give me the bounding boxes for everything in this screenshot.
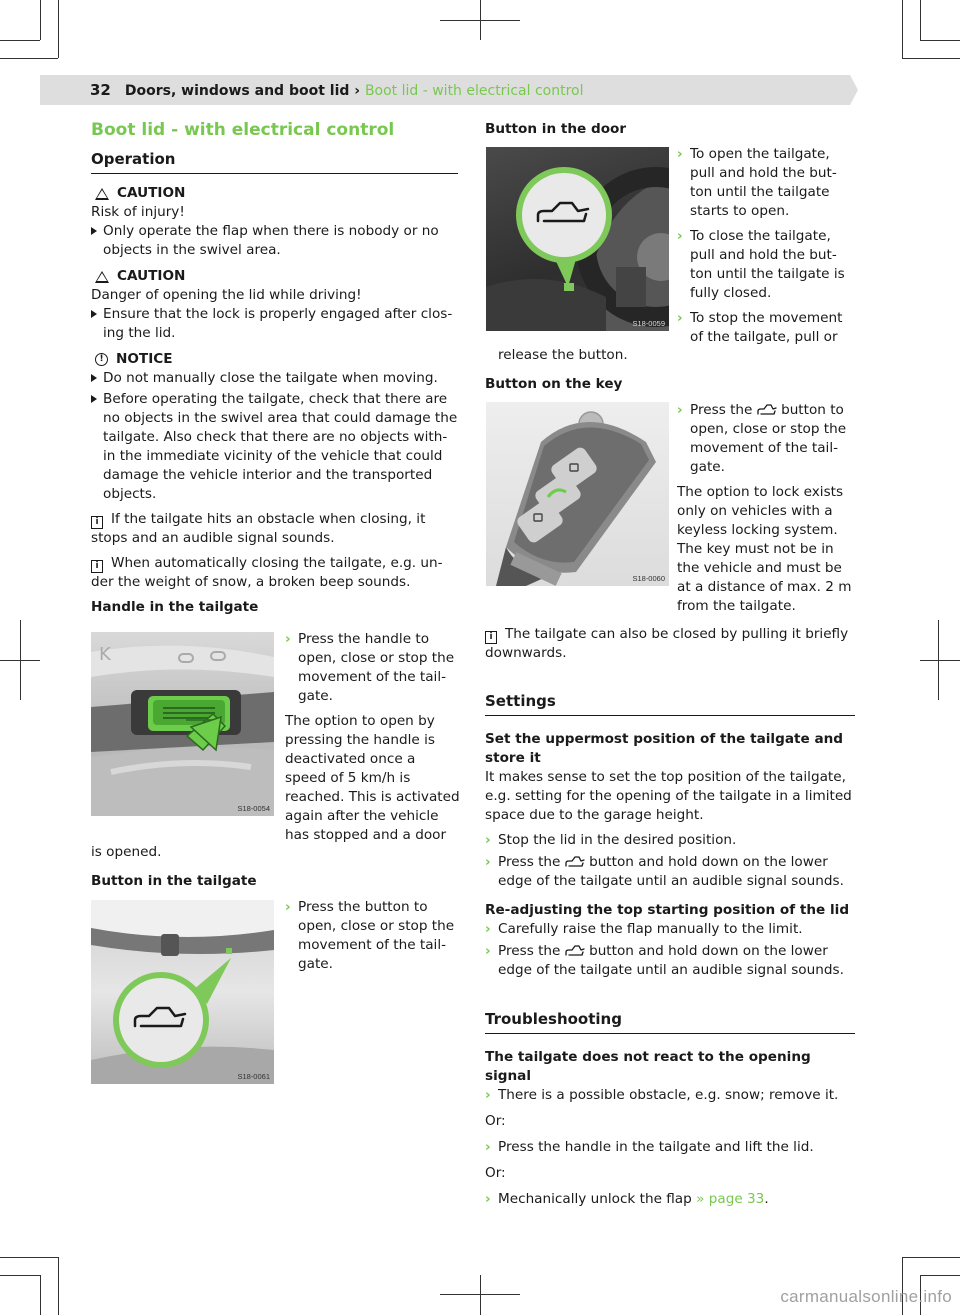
button-tailgate-bullet: › Press the button to open, close or stop the movement of the tail-gate. [285,899,455,972]
caution-label: CAUTION [117,268,186,284]
key-heading-block [485,375,855,394]
handle-illustration [91,632,274,816]
bubble-pointer [516,167,636,307]
info-note-1: i If the tailgate hits an obstacle when closing, it stops and an audible signal sounds. [91,511,426,546]
handle-bullet: › Press the handle to open, close or stop the movement of the tail-gate. [285,631,455,704]
notice-item: Do not manually close the tailgate when moving. [91,369,458,388]
troubleshooting-item: › There is a possible obstacle, e.g. snow; remove it. [485,1087,839,1103]
svg-text:K: K [99,644,111,665]
figure-label: S18-0061 [237,1072,270,1081]
settings-item: › Press the button and hold down on the lower edge of the tailgate until an audible signal sounds. [485,943,844,978]
warning-icon [95,188,109,200]
door-text-end: release the button. [498,347,628,363]
handle-text-end: is opened. Button in the tailgate [91,843,458,891]
door-bullet: › To open the tailgate, pull and hold the but-ton until the tailgate starts to open. [677,146,837,219]
handle-text: The option to open by pressing the handle is deactivated once a speed of 5 km/h is reached. This is activated again after the vehicle has stopped and a door [285,713,460,843]
door-heading-block [485,120,855,139]
page-number: 32 [90,81,111,99]
notice-icon: ! [95,353,108,366]
breadcrumb-section[interactable]: Doors, windows and boot lid [124,83,350,99]
figure-label: S18-0059 [632,319,665,328]
notice-item: Before operating the tailgate, check that there are no objects in the swivel area that could damage the tailgate. Also check that there are no objects with-in the immediate vicinity of the vehicle that could damage the vehicle interior and the transported objects. [91,390,458,504]
settings-subheading-1: Set the uppermost position of the tailgate and store it [485,731,844,766]
or-text: Or: [485,1165,506,1181]
caution-label: CAUTION [117,185,186,201]
caution-text: Danger of opening the lid while driving! [91,287,362,303]
troubleshooting-heading: Troubleshooting [485,1008,855,1034]
troubleshooting-item: › Mechanically unlock the flap » page 33. [485,1191,769,1207]
tailgate-icon [757,404,777,416]
breadcrumb-separator: › [354,83,361,99]
caution-text: Risk of injury! [91,204,185,220]
watermark: carmanualsonline.info [780,1287,952,1306]
caution-item: Only operate the flap when there is nobody or no objects in the swivel area. [91,222,458,260]
tailgate-icon [565,856,585,868]
info-note-2: i When automatically closing the tailgate, e.g. un-der the weight of snow, a broken beep sounds. [91,555,443,590]
or-text: Or: [485,1113,506,1129]
notice-label: NOTICE [116,351,173,367]
tailgate-icon [565,945,585,957]
troubleshooting-item: › Press the handle in the tailgate and lift the lid. [485,1139,814,1155]
figure-door-button [486,147,669,331]
figure-label: S18-0060 [632,574,665,583]
button-tailgate-heading: Button in the tailgate [91,873,257,889]
info-icon: i [91,560,103,573]
info-icon: i [91,516,103,529]
door-bullet: › To close the tailgate, pull and hold the but-ton until the tailgate is fully closed. [677,228,845,301]
caution-item: Ensure that the lock is properly engaged after clos-ing the lid. [91,305,458,343]
warning-icon [95,271,109,283]
settings-item: › Stop the lid in the desired position. [485,832,737,848]
door-side-text [677,145,855,347]
figure-button-tailgate [91,900,274,1084]
door-bullet: › To stop the movement of the tailgate, pull or [677,310,843,345]
handle-heading: Handle in the tailgate [91,599,259,615]
figure-label: S18-0054 [237,804,270,813]
key-text: The option to lock exists only on vehicles with a keyless locking system. The key must not be in the vehicle and must be at a distance of max. 2 m from the tailgate. [677,484,852,614]
tailgate-car-icon [534,199,594,229]
settings-item: › Carefully raise the flap manually to the limit. [485,921,803,937]
header-bar-tip [850,75,858,105]
settings-heading: Settings [485,690,855,716]
caution-box-1 [91,184,458,260]
section-title: Boot lid - with electrical control [91,120,395,140]
button-tailgate-side-text [285,898,460,974]
troubleshooting-subheading: The tailgate does not react to the opening signal [485,1049,811,1084]
door-heading: Button in the door [485,121,627,137]
right-lower-column [485,625,855,1209]
left-column [91,118,458,617]
info-note-3: i The tailgate can also be closed by pulling it briefly downwards. [485,626,849,661]
key-side-text [677,401,855,616]
settings-subheading-2: Re-adjusting the top starting position of the lid [485,902,850,918]
key-illustration [486,402,669,586]
figure-key [486,402,669,586]
breadcrumb [90,80,583,101]
notice-box [91,350,458,504]
breadcrumb-current: Boot lid - with electrical control [364,83,584,99]
info-icon: i [485,631,497,644]
page-link[interactable]: » page 33 [696,1191,765,1207]
operation-heading: Operation [91,148,458,174]
handle-side-text [285,630,460,845]
key-bullet: › Press the button to open, close or stop the movement of the tail-gate. [677,402,847,475]
settings-text: It makes sense to set the top position of the tailgate, e.g. setting for the opening of the tailgate in a limited space due to the garage height. [485,769,852,823]
figure-handle-tailgate [91,632,274,816]
caution-box-2 [91,267,458,343]
settings-item: › Press the button and hold down on the lower edge of the tailgate until an audible signal sounds. [485,854,844,889]
key-heading: Button on the key [485,376,623,392]
tailgate-car-icon [131,1004,191,1034]
